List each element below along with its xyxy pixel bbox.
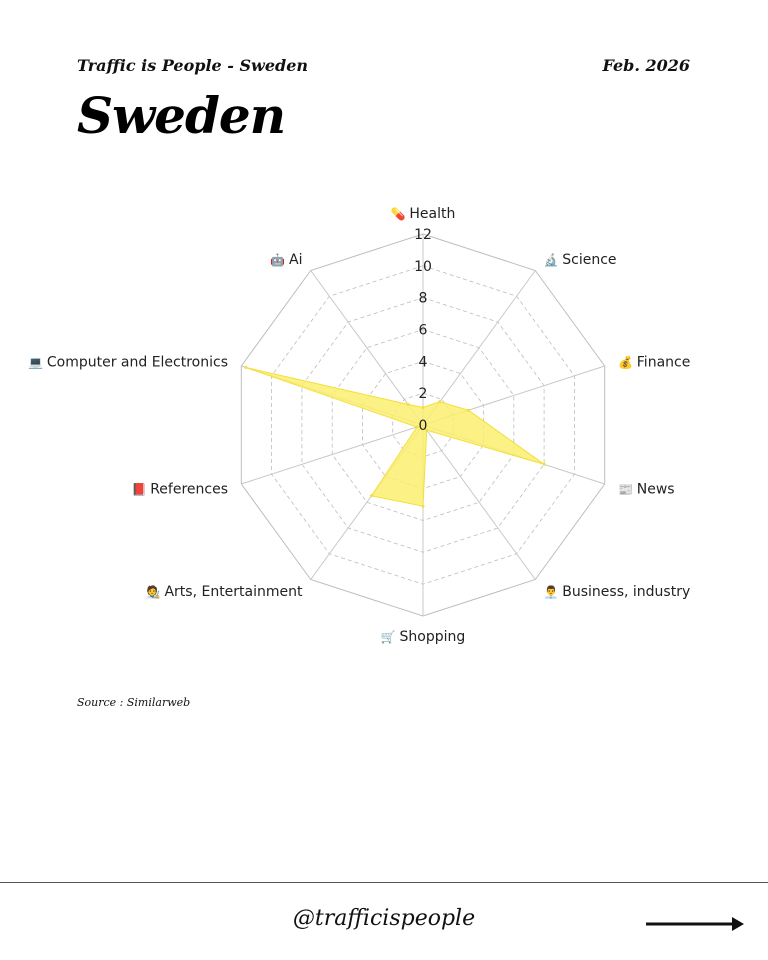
laptop-icon: 💻: [28, 355, 47, 370]
category-label-6: [146, 584, 303, 600]
money-bag-icon: 💰: [618, 355, 637, 370]
data-point-9: [407, 403, 410, 406]
tick-label: 0: [418, 418, 428, 434]
tick-label: 4: [418, 354, 428, 371]
data-point-6: [370, 494, 373, 497]
artist-icon: 🧑‍🎨: [145, 584, 165, 599]
category-label-text: Shopping: [399, 629, 466, 645]
category-label-text: News: [636, 481, 675, 498]
data-point-0: [422, 406, 425, 409]
data-point-2: [467, 409, 470, 412]
tick-label: 10: [414, 258, 432, 275]
pill-icon: 💊: [390, 207, 410, 221]
chart-subtitle: Traffic is People - Sweden: [77, 56, 309, 75]
category-label-0: [391, 206, 456, 222]
page-title: Sweden: [77, 86, 286, 145]
category-label-text: Ai: [289, 252, 303, 269]
category-label-text: Health: [409, 206, 456, 222]
category-label-4: [544, 584, 691, 600]
category-label-7: [131, 481, 228, 497]
social-handle: @trafficispeople: [292, 906, 476, 931]
category-label-2: [618, 355, 690, 371]
category-label-text: Computer and Electronics: [46, 354, 228, 371]
data-point-8: [244, 366, 247, 369]
date-label: Feb. 2026: [602, 56, 690, 75]
footer-divider: [0, 882, 768, 883]
robot-icon: 🤖: [270, 253, 290, 268]
category-label-1: [544, 252, 617, 268]
microscope-icon: 🔬: [543, 253, 563, 268]
tick-label: 2: [418, 386, 428, 403]
tick-label: 8: [418, 290, 428, 307]
data-point-1: [438, 400, 441, 403]
newspaper-icon: 📰: [618, 482, 637, 497]
category-label-text: Business, industry: [562, 583, 691, 600]
category-label-text: Science: [562, 252, 617, 269]
arrow-right-icon[interactable]: [646, 914, 746, 934]
category-label-text: Arts, Entertainment: [164, 583, 303, 600]
category-label-9: [270, 252, 302, 268]
source-note: Source : Similarweb: [77, 696, 191, 709]
tick-label: 6: [418, 322, 428, 339]
book-icon: 📕: [131, 482, 151, 497]
data-point-3: [543, 463, 546, 466]
series-area: [246, 368, 544, 507]
category-label-5: [381, 629, 466, 645]
category-label-3: [618, 481, 675, 497]
shopping-cart-icon: 🛒: [380, 630, 400, 644]
category-label-text: Finance: [636, 354, 691, 371]
data-point-5: [422, 505, 425, 508]
category-label-text: References: [150, 481, 228, 498]
tick-label: 12: [414, 227, 432, 243]
category-label-8: [28, 355, 228, 371]
office-worker-icon: 👨‍💼: [543, 584, 563, 599]
